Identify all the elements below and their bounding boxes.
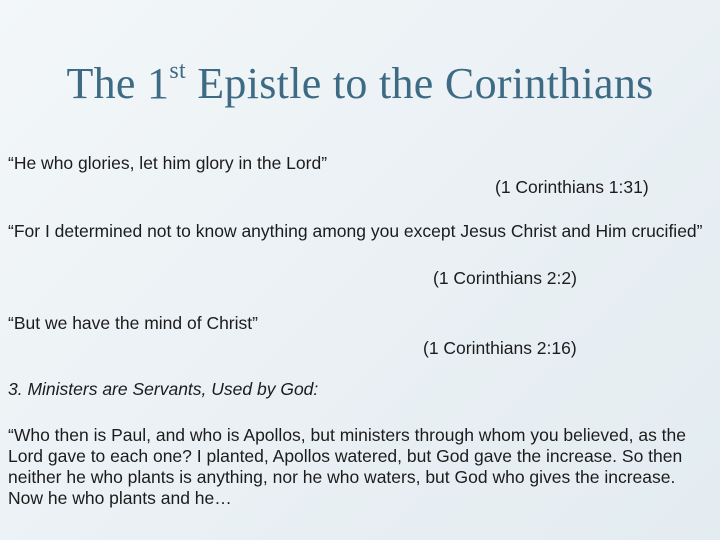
quote-1-reference: (1 Corinthians 1:31) xyxy=(495,177,649,197)
quote-1-text: “He who glories, let him glory in the Lord” xyxy=(8,153,328,173)
quote-2-text: “For I determined not to know anything among you except Jesus Christ and Him crucified” xyxy=(8,221,703,241)
quote-3-reference: (1 Corinthians 2:16) xyxy=(423,338,577,358)
closing-quote: “Who then is Paul, and who is Apollos, but ministers through whom you believed, as the Lord gave to each one? I planted, Apollos watered, but God gave the increase. So then neither he who plants is anything, nor he who waters, but God who gives the increase. Now he who plants and he… xyxy=(8,425,687,508)
quote-3-text: “But we have the mind of Christ” xyxy=(8,313,258,333)
section-heading: 3. Ministers are Servants, Used by God: xyxy=(8,379,319,399)
title-superscript: st xyxy=(169,58,186,85)
title-suffix: Epistle to the Corinthians xyxy=(185,59,654,108)
slide-title xyxy=(0,58,720,109)
quote-2-reference: (1 Corinthians 2:2) xyxy=(433,268,577,288)
title-prefix: The 1 xyxy=(66,59,170,108)
